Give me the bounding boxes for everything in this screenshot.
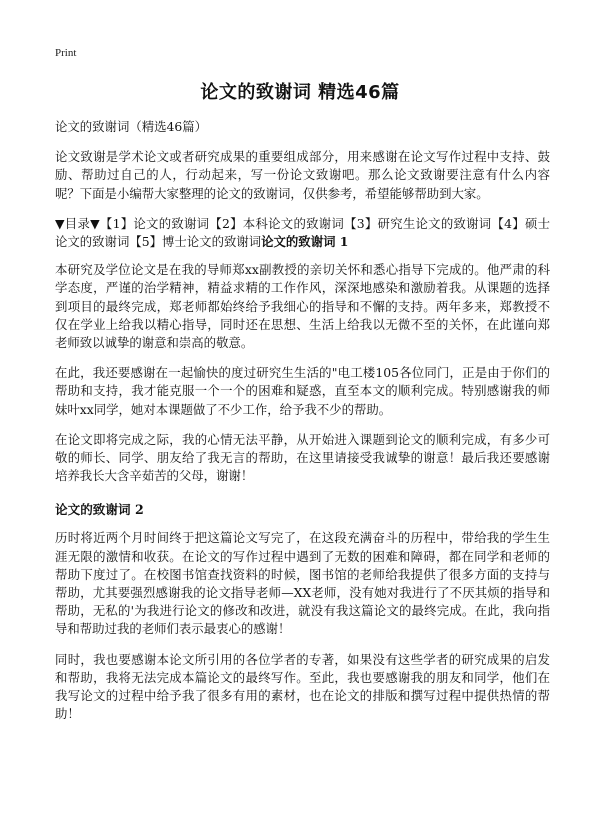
- toc-item-4[interactable]: 【4】硕士论文的致谢词: [55, 215, 551, 250]
- section1-paragraph-2: 在此，我还要感谢在一起愉快的度过研究生生活的"电工楼105各位同门，正是由于你们的帮助和支持，我才能克服一个一个的困难和疑惑，直至本文的顺利完成。特别感谢我的师妹叶xx同学，她对本课题做了不少工作，给予我不少的帮助。: [55, 365, 550, 417]
- print-label[interactable]: Print: [55, 47, 77, 59]
- toc-item-5[interactable]: 【5】博士论文的致谢词: [129, 234, 262, 250]
- toc-item-3[interactable]: 【3】研究生论文的致谢词: [344, 215, 492, 231]
- table-of-contents: [55, 215, 550, 251]
- section1-paragraph-1: 本研究及学位论文是在我的导师郑xx副教授的亲切关怀和悉心指导下完成的。他严肃的科学态度，严谨的治学精神，精益求精的工作作风，深深地感染和激励着我。从课题的选择到项目的最终完成，郑老师都始终给予我细心的指导和不懈的支持。两年多来，郑教授不仅在学业上给我以精心指导，同时还在思想、生活上给我以无微不至的关怀，在此谨向郑老师致以诚挚的谢意和崇高的敬意。: [55, 262, 550, 351]
- page-title: 论文的致谢词 精选46篇: [200, 82, 400, 103]
- toc-prefix: ▼目录▼: [55, 215, 100, 231]
- toc-item-2[interactable]: 【2】本科论文的致谢词: [209, 215, 345, 231]
- section2-heading: 论文的致谢词 2: [55, 502, 144, 518]
- toc-item-1[interactable]: 【1】论文的致谢词: [99, 215, 210, 231]
- section2-paragraph-2: 同时，我也要感谢本论文所引用的各位学者的专著，如果没有这些学者的研究成果的启发和帮助，我将无法完成本篇论文的最终写作。至此，我也要感谢我的朋友和同学，他们在我写论文的过程中给予我了很多有用的素材，也在论文的排版和撰写过程中提供热情的帮助！: [55, 651, 550, 722]
- subtitle: 论文的致谢词（精选46篇）: [55, 119, 208, 134]
- article-body: [55, 118, 550, 735]
- section1-paragraph-3: 在论文即将完成之际，我的心情无法平静，从开始进入课题到论文的顺利完成，有多少可敬的师长、同学、朋友给了我无言的帮助，在这里请接受我诚挚的谢意！最后我还要感谢培养我长大含辛茹苦的父母，谢谢！: [55, 431, 550, 484]
- current-section-heading: 论文的致谢词 1: [261, 234, 349, 250]
- section2-paragraph-1: 历时将近两个月时间终于把这篇论文写完了，在这段充满奋斗的历程中，带给我的学生生涯无限的激情和收获。在论文的写作过程中遇到了无数的困难和障碍，都在同学和老师的帮助下度过了。在校图书馆查找资料的时候，图书馆的老师给我提供了很多方面的支持与帮助，尤其要强烈感谢我的论文指导老师—XX老师，没有她对我进行了不厌其烦的指导和帮助，无私的'为我进行论文的修改和改进，就没有我这篇论文的最终完成。在此，我向指导和帮助过我的老师们表示最衷心的感谢！: [55, 530, 550, 637]
- intro-paragraph: 论文致谢是学术论文或者研究成果的重要组成部分，用来感谢在论文写作过程中支持、鼓励、帮助过自己的人，行动起来，写一份论文致谢吧。那么论文致谢要注意有什么内容呢？下面是小编帮大家整理的论文的致谢词，仅供参考，希望能够帮助到大家。: [55, 149, 550, 201]
